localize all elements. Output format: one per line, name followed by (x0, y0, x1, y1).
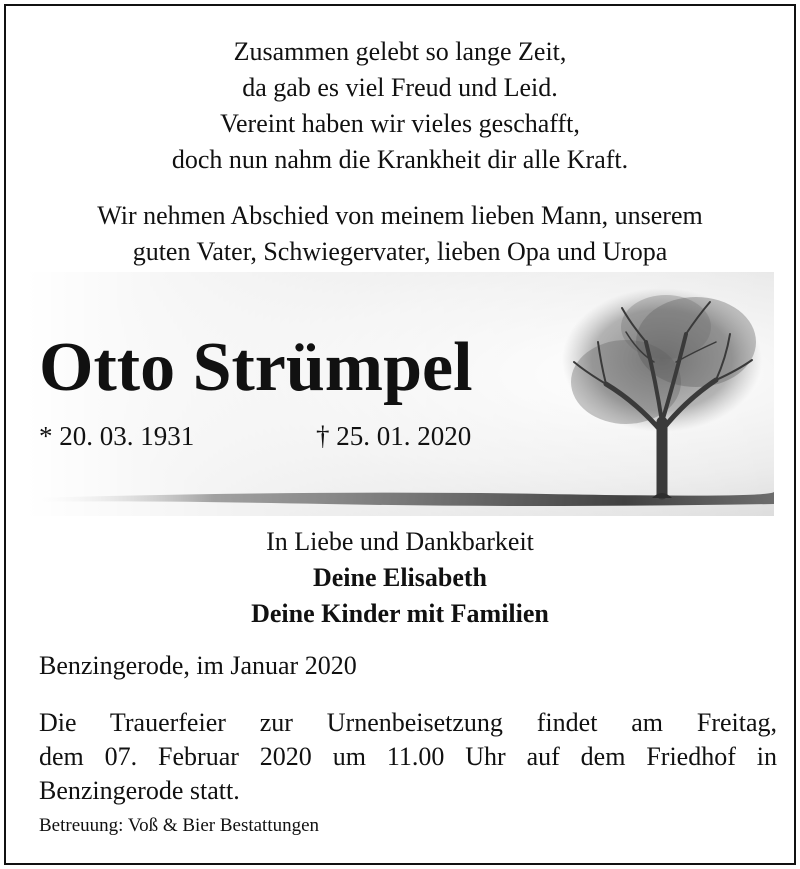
poem-line: da gab es viel Freud und Leid. (242, 73, 558, 102)
intro-line: Wir nehmen Abschied von meinem lieben Mann, unserem (97, 201, 703, 230)
place-date: Benzingerode, im Januar 2020 (39, 651, 357, 680)
death-date: † 25. 01. 2020 (316, 421, 472, 451)
obituary-notice (4, 4, 796, 865)
birth-date: * 20. 03. 1931 (39, 421, 195, 451)
poem-line: doch nun nahm die Krankheit dir alle Kraft. (171, 145, 629, 174)
service-info (39, 706, 777, 808)
poem (6, 34, 794, 178)
service-line: dem 07. Februar 2020 um 11.00 Uhr auf dem Friedhof in (39, 742, 777, 771)
poem-line: Vereint haben wir vieles geschafft, (220, 109, 580, 138)
service-line: Die Trauerfeier zur Urnenbeisetzung findet am Freitag, (39, 708, 777, 737)
farewell-intro (6, 198, 794, 270)
intro-line: guten Vater, Schwiegervater, lieben Opa und Uropa (132, 237, 668, 266)
poem-line: Zusammen gelebt so lange Zeit, (233, 37, 567, 66)
funeral-home-credit: Betreuung: Voß & Bier Bestattungen (39, 815, 320, 836)
signoff (6, 524, 794, 632)
signoff-family: Deine Kinder mit Familien (251, 599, 549, 628)
service-line: Benzingerode statt. (39, 776, 240, 805)
deceased-name: Otto Strümpel (39, 329, 473, 406)
signoff-spouse: Deine Elisabeth (312, 563, 488, 592)
signoff-line: In Liebe und Dankbarkeit (266, 527, 534, 556)
